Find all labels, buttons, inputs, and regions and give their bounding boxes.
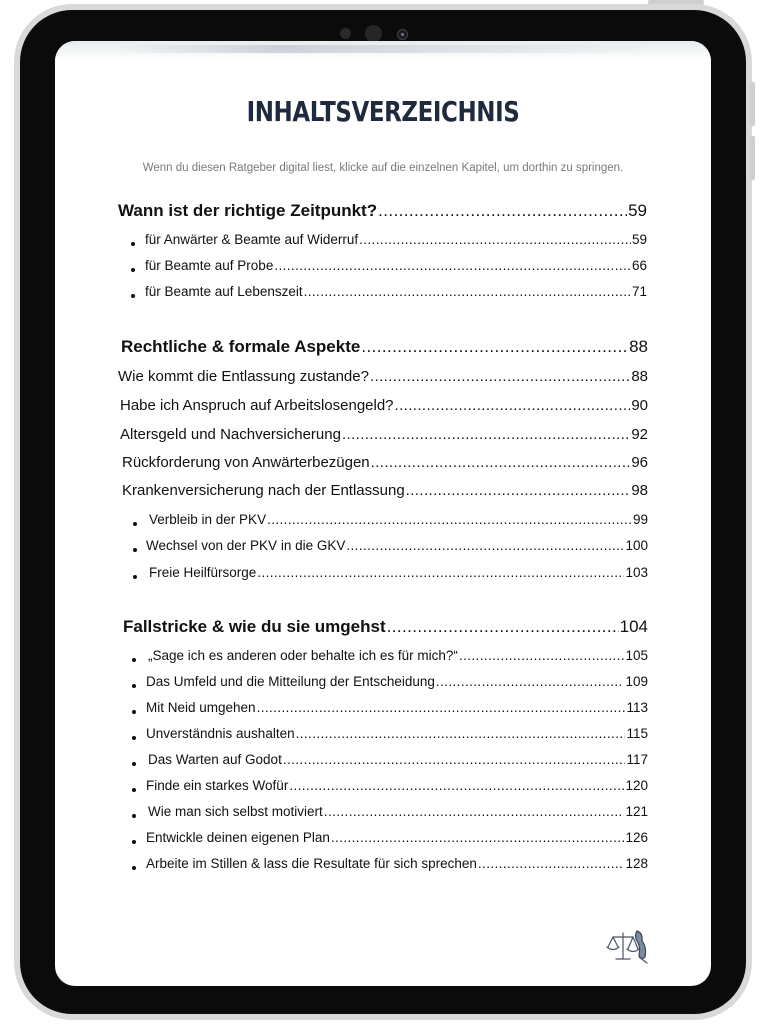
bullet-icon: [132, 736, 136, 740]
bullet-icon: [132, 684, 136, 688]
toc-entry-label: für Anwärter & Beamte auf Widerruf: [145, 232, 359, 247]
toc-entry-label: Verbleib in der PKV: [149, 512, 267, 527]
toc-entry[interactable]: [146, 700, 648, 715]
toc-page-number: 98: [631, 482, 648, 499]
toc-entry[interactable]: [122, 482, 648, 499]
dot-leader: [331, 830, 625, 845]
toc-entry[interactable]: [122, 454, 648, 471]
dot-leader: [371, 454, 631, 471]
toc-page-number: 117: [626, 752, 648, 767]
dot-leader: [289, 778, 624, 793]
bullet-icon: [133, 575, 137, 579]
toc-entry-label: Mit Neid umgehen: [146, 700, 256, 715]
toc-page-number: 96: [631, 454, 648, 471]
toc-entry-label: Das Warten auf Godot: [148, 752, 282, 767]
sensor-dot: [340, 28, 351, 39]
intro-text: Wenn du diesen Ratgeber digital liest, klicke auf die einzelnen Kapitel, um dorthin zu springen.: [142, 162, 624, 174]
dot-leader: [459, 648, 625, 663]
scales-of-justice-logo-icon: [603, 927, 651, 965]
front-camera: [397, 29, 408, 40]
toc-entry[interactable]: [148, 804, 648, 819]
toc-page-number: 59: [628, 201, 647, 220]
toc-page-number: 113: [626, 700, 648, 715]
dot-leader: [346, 538, 624, 553]
dot-leader: [370, 368, 630, 385]
toc-entry-label: für Beamte auf Probe: [145, 258, 274, 273]
volume-down-button: [750, 136, 755, 180]
page-title: INHALTSVERZEICHNIS: [246, 95, 520, 128]
dot-leader: [436, 674, 625, 689]
toc-entry[interactable]: [146, 674, 648, 689]
toc-entry[interactable]: [145, 284, 647, 299]
toc-heading-label: Fallstricke & wie du sie umgehst: [123, 617, 386, 636]
toc-entry-label: „Sage ich es anderen oder behalte ich es für mich?“: [148, 648, 458, 663]
bullet-icon: [132, 814, 136, 818]
dot-leader: [378, 201, 627, 221]
toc-page-number: 109: [625, 674, 648, 689]
toc-subentry[interactable]: [149, 512, 648, 527]
toc-entry-label: Krankenversicherung nach der Entlassung: [122, 482, 405, 499]
toc-page-number: 66: [631, 258, 647, 273]
toc-entry-label: Rückforderung von Anwärterbezügen: [122, 454, 370, 471]
toc-page-number: 92: [631, 426, 648, 443]
dot-leader: [324, 804, 625, 819]
dot-leader: [387, 617, 619, 637]
dot-leader: [359, 232, 631, 247]
toc-page-number: 59: [631, 232, 647, 247]
toc-page-number: 103: [625, 565, 648, 580]
dot-leader: [257, 700, 626, 715]
toc-entry-label: Das Umfeld und die Mitteilung der Entscheidung: [146, 674, 435, 689]
toc-entry-label: Finde ein starkes Wofür: [146, 778, 289, 793]
dot-leader: [395, 397, 631, 414]
bullet-icon: [132, 658, 136, 662]
toc-entry-label: für Beamte auf Lebenszeit: [145, 284, 303, 299]
toc-entry-label: Entwickle deinen eigenen Plan: [146, 830, 330, 845]
toc-entry[interactable]: [145, 258, 647, 273]
toc-page-number: 128: [625, 856, 648, 871]
toc-page-number: 120: [625, 778, 648, 793]
toc-page-number: 115: [626, 726, 648, 741]
dot-leader: [361, 337, 628, 357]
toc-page-number: 90: [631, 397, 648, 414]
dot-leader: [283, 752, 626, 767]
toc-page-number: 88: [631, 368, 648, 385]
toc-page-number: 105: [625, 648, 648, 663]
toc-page-number: 99: [632, 512, 648, 527]
toc-entry-label: Habe ich Anspruch auf Arbeitslosengeld?: [120, 397, 394, 414]
toc-page-number: 100: [625, 538, 648, 553]
dot-leader: [304, 284, 631, 299]
dot-leader: [342, 426, 630, 443]
volume-up-button: [750, 82, 755, 126]
toc-entry[interactable]: [120, 397, 648, 414]
toc-entry[interactable]: [118, 368, 648, 385]
dot-leader: [257, 565, 624, 580]
bullet-icon: [132, 866, 136, 870]
tablet-screen: [55, 41, 711, 986]
toc-entry-label: Wechsel von der PKV in die GKV: [146, 538, 346, 553]
toc-entry[interactable]: [145, 232, 647, 247]
dot-leader: [296, 726, 626, 741]
dot-leader: [406, 482, 631, 499]
bullet-icon: [133, 548, 137, 552]
toc-page-number: 104: [619, 617, 648, 636]
toc-page-number: 71: [631, 284, 647, 299]
dot-leader: [274, 258, 631, 273]
bullet-icon: [132, 840, 136, 844]
page-top-decoration: [55, 41, 711, 61]
toc-subentry[interactable]: [149, 565, 648, 580]
dot-leader: [478, 856, 625, 871]
toc-entry-label: Wie kommt die Entlassung zustande?: [118, 368, 369, 385]
bullet-icon: [133, 522, 137, 526]
toc-heading-timing[interactable]: [118, 201, 647, 221]
dot-leader: [267, 512, 632, 527]
toc-entry[interactable]: [146, 778, 648, 793]
toc-page-number: 126: [625, 830, 648, 845]
toc-entry[interactable]: [148, 648, 648, 663]
toc-entry[interactable]: [146, 856, 648, 871]
bullet-icon: [132, 762, 136, 766]
toc-heading-label: Rechtliche & formale Aspekte: [121, 337, 361, 356]
toc-entry[interactable]: [120, 426, 648, 443]
toc-entry-label: Wie man sich selbst motiviert: [148, 804, 323, 819]
toc-entry-label: Arbeite im Stillen & lass die Resultate für sich sprechen: [146, 856, 477, 871]
toc-subentry[interactable]: [146, 538, 648, 553]
camera-lens: [365, 25, 382, 42]
toc-heading-pitfalls[interactable]: [123, 617, 648, 637]
toc-entry[interactable]: [146, 726, 648, 741]
toc-entry-label: Freie Heilfürsorge: [149, 565, 257, 580]
bullet-icon: [131, 268, 135, 272]
toc-entry-label: Unverständnis aushalten: [146, 726, 295, 741]
toc-entry-label: Altersgeld und Nachversicherung: [120, 426, 341, 443]
toc-heading-label: Wann ist der richtige Zeitpunkt?: [118, 201, 378, 220]
toc-page-number: 121: [625, 804, 648, 819]
toc-entry[interactable]: [146, 830, 648, 845]
toc-heading-legal[interactable]: [121, 337, 648, 357]
bullet-icon: [131, 294, 135, 298]
bullet-icon: [132, 788, 136, 792]
toc-page-number: 88: [629, 337, 648, 356]
toc-entry[interactable]: [148, 752, 648, 767]
bullet-icon: [131, 242, 135, 246]
bullet-icon: [132, 710, 136, 714]
